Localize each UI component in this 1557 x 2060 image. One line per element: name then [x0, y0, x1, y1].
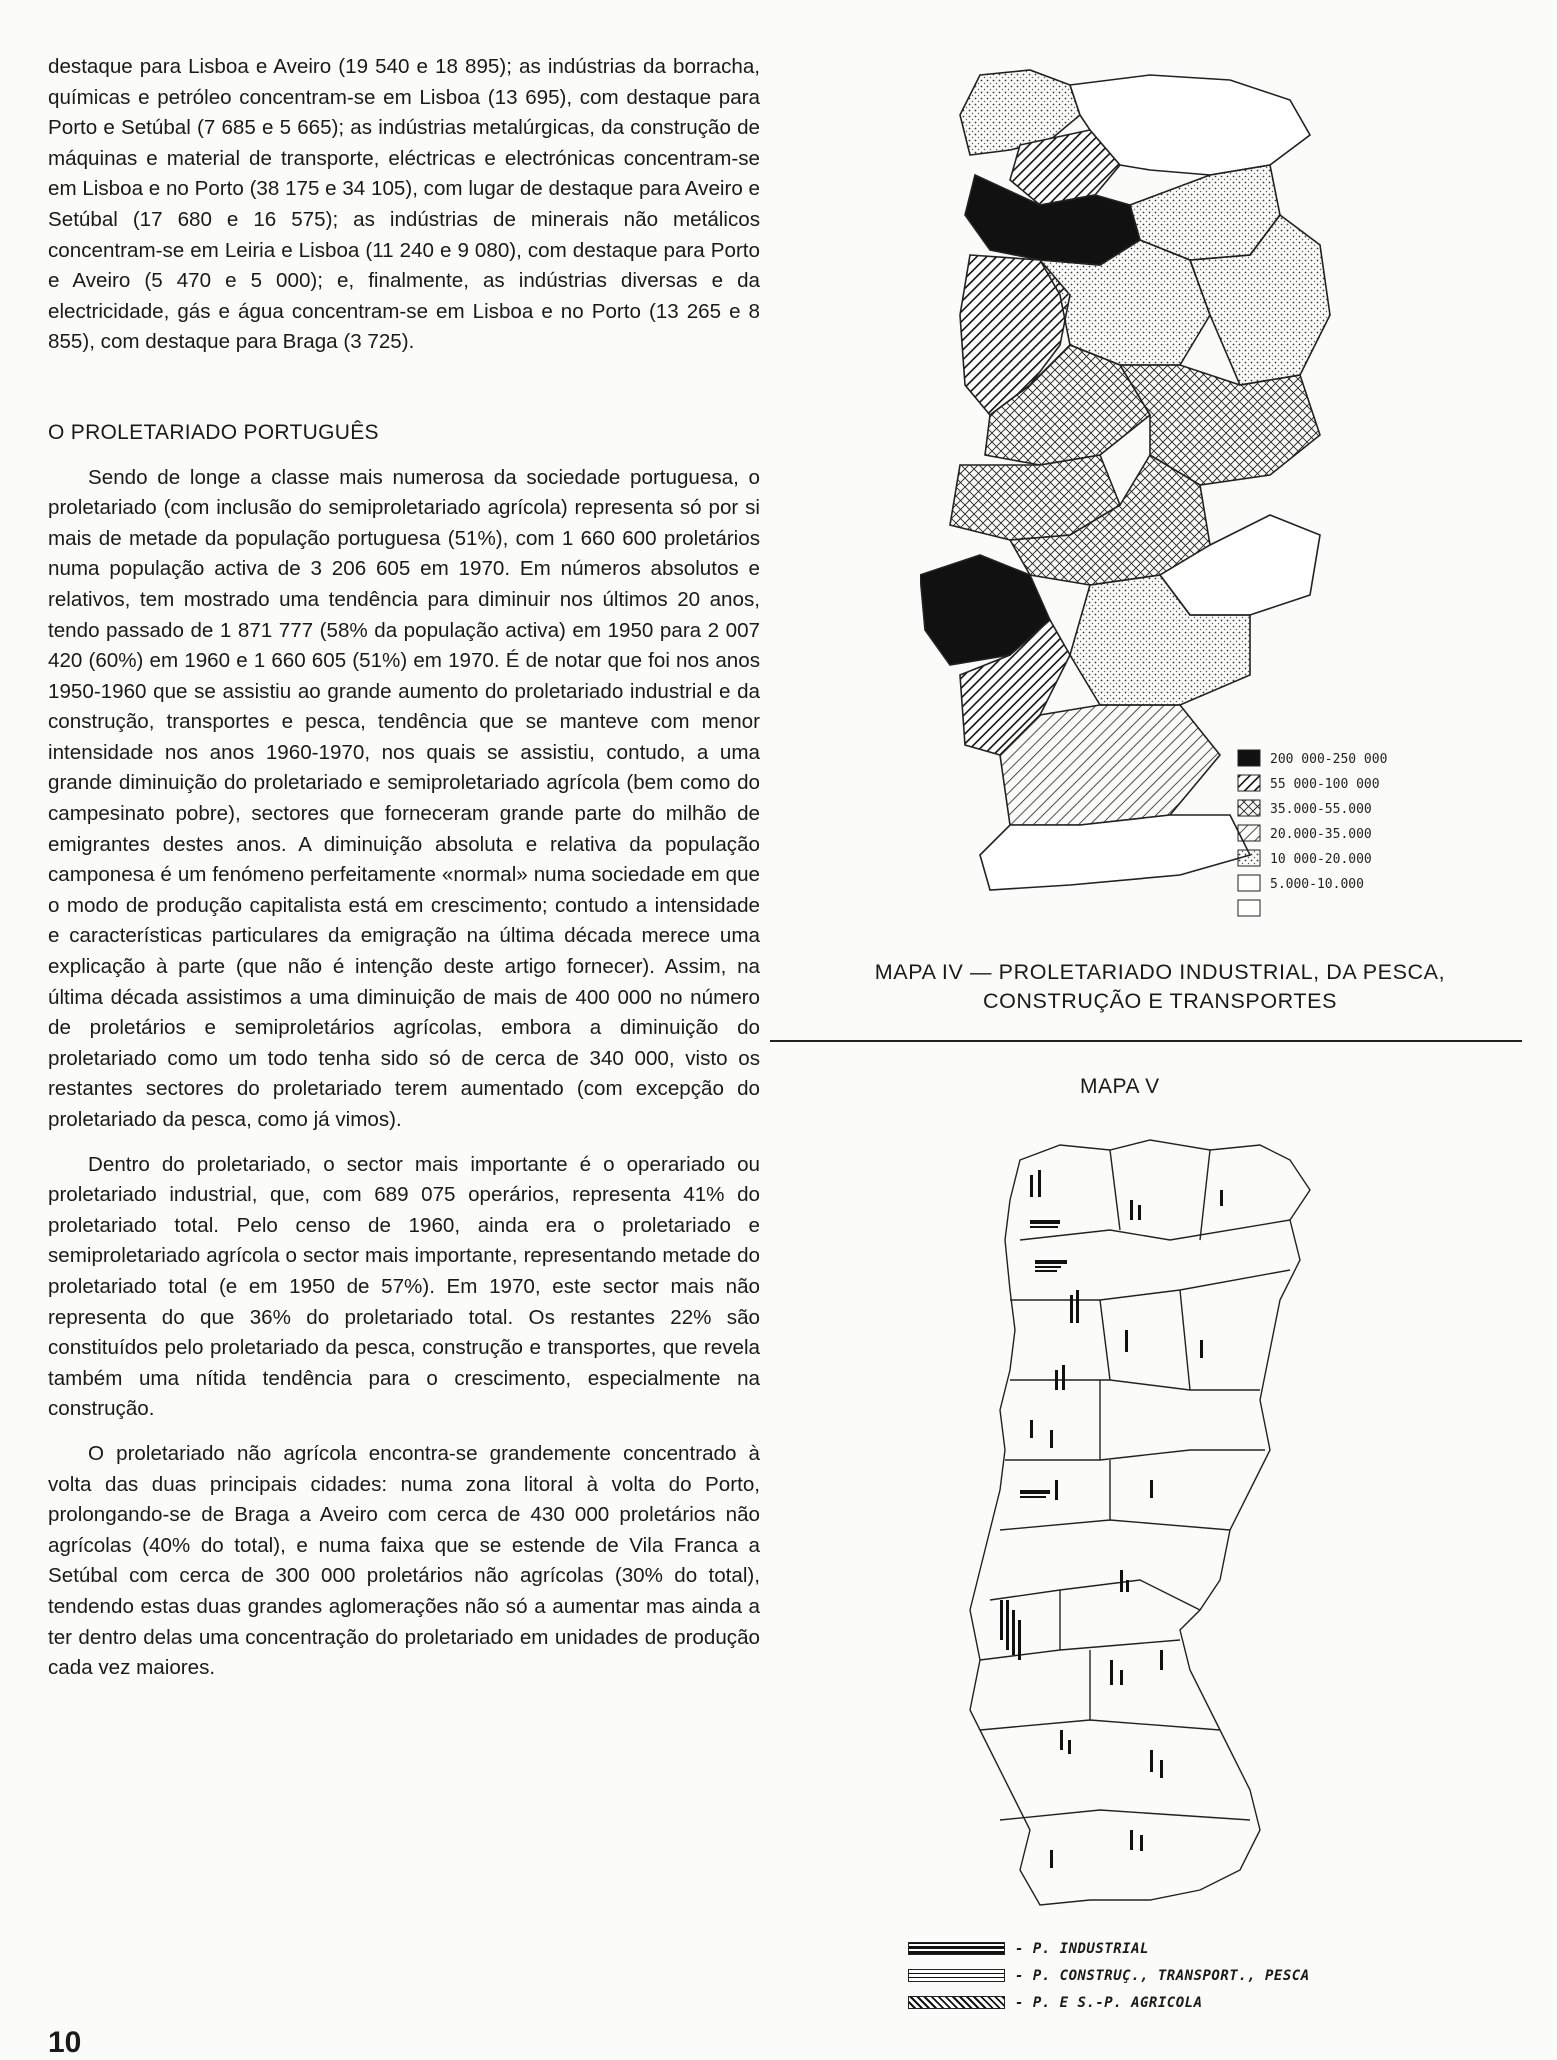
legend-label: 200 000-250 000 [1270, 752, 1388, 767]
divider [770, 1040, 1522, 1042]
swatch-industrial [908, 1942, 1005, 1955]
swatch-construcao [908, 1969, 1005, 1982]
map-iv [920, 55, 1480, 945]
article-column [48, 52, 760, 1684]
map-v [960, 1130, 1400, 1930]
legend-label: 35.000-55.000 [1270, 802, 1372, 817]
map-v-title: MAPA V [1080, 1075, 1160, 1098]
page-number: 10 [48, 2026, 82, 2059]
paragraph-1: Sendo de longe a classe mais numerosa da sociedade portuguesa, o proletariado (com inclusão do semiproletariado agrícola) representa só por si mais de metade da população portuguesa (51%), com 1 660 600 proletários numa população activa de 3 206 605 em 1970. Em números absolutos e relativos, tem mostrado uma tendência para diminuir nos últimos 20 anos, tendo passado de 1 871 777 (58% da população activa) em 1950 para 2 007 420 (60%) em 1960 e 1 660 605 (51%) em 1970. É de notar que foi nos anos 1950-1960 que se assistiu ao grande aumento do proletariado industrial e da construção, transportes e pesca, tendência que se manteve com menor intensidade nos anos 1960-1970, nos quais se assistiu, contudo, a uma grande diminuição do proletariado e semiproletariado agrícola (bem como do campesinato pobre), sectores que forneceram grande parte do milhão de emigrantes destes anos. A diminuição absoluta e relativa da população camponesa é um fenómeno perfeitamente «normal» numa sociedade em que o modo de produção capitalista está em crescimento; contudo a intensidade e características particulares da emigração na última década merece uma explicação à parte (que não é intenção deste artigo fornecer). Assim, na última década assistimos a uma diminuição de mais de 400 000 no número de proletários e semiproletários agrícolas, embora a diminuição do proletariado como um todo tenha sido só de cerca de 340 000, visto os restantes sectores do proletariado terem aumentado (com excepção do proletariado da pesca, como já vimos). [48, 465, 760, 1131]
legend-label: 55 000-100 000 [1270, 777, 1380, 792]
legend-label: - P. CONSTRUÇ., TRANSPORT., PESCA [1015, 1967, 1310, 1984]
legend-row-agricola [908, 1989, 1388, 2016]
caption-line-2: CONSTRUÇÃO E TRANSPORTES [982, 989, 1338, 1013]
paragraph-3: O proletariado não agrícola encontra-se grandemente concentrado à volta das duas principais cidades: numa zona litoral à volta do Porto, prolongando-se de Braga a Aveiro com cerca de 430 000 proletários não agrícolas (40% do total), e numa faixa que se estende de Vila Franca a Setúbal com cerca de 300 000 proletários não agrícolas (30% do total), tendendo estas duas grandes aglomerações não só a aumentar mas ainda a ter dentro delas uma concentração do proletariado em unidades de produção cada vez maiores. [48, 1441, 760, 1680]
map-iv-caption [790, 958, 1530, 1016]
map-iv-legend [1238, 750, 1387, 916]
legend-label: 5.000-10.000 [1270, 877, 1364, 892]
legend-row-industrial [908, 1935, 1388, 1962]
legend-label: - P. INDUSTRIAL [1015, 1940, 1149, 1957]
legend-label: 10 000-20.000 [1270, 852, 1372, 867]
swatch-agricola [908, 1996, 1005, 2009]
legend-label: 20.000-35.000 [1270, 827, 1372, 842]
map-v-legend [908, 1935, 1388, 2016]
section-heading: O PROLETARIADO PORTUGUÊS [48, 420, 379, 444]
paragraph-intro: destaque para Lisboa e Aveiro (19 540 e 18 895); as indústrias da borracha, químicas e petróleo concentram-se em Lisboa (13 695), com destaque para Porto e Setúbal (7 685 e 5 665); as indústrias metalúrgicas, da construção de máquinas e material de transporte, eléctricas e electrónicas concentram-se em Lisboa e no Porto (38 175 e 34 105), com lugar de destaque para Aveiro e Setúbal (17 680 e 16 575); as indústrias de minerais não metálicos concentram-se em Leiria e Lisboa (11 240 e 9 080), com destaque para Porto e Aveiro (5 470 e 5 000); e, finalmente, as indústrias diversas e da electricidade, gás e água concentram-se em Lisboa e no Porto (13 265 e 8 855), com destaque para Braga (3 725). [48, 55, 760, 354]
legend-label: - P. E S.-P. AGRICOLA [1015, 1994, 1203, 2011]
legend-row-construcao [908, 1962, 1388, 1989]
caption-line-1: MAPA IV — PROLETARIADO INDUSTRIAL, DA PESCA, [874, 960, 1446, 984]
paragraph-2: Dentro do proletariado, o sector mais importante é o operariado ou proletariado industrial, que, com 689 075 operários, representa 41% do proletariado total. Pelo censo de 1960, ainda era o proletariado e semiproletariado agrícola o sector mais importante, representando metade do proletariado total (e em 1950 de 57%). Em 1970, este sector mais não representa do que 36% do proletariado total. Os restantes 22% são constituídos pelo proletariado da pesca, construção e transportes, que revela também uma nítida tendência para o crescimento, especialmente na construção. [48, 1152, 760, 1421]
